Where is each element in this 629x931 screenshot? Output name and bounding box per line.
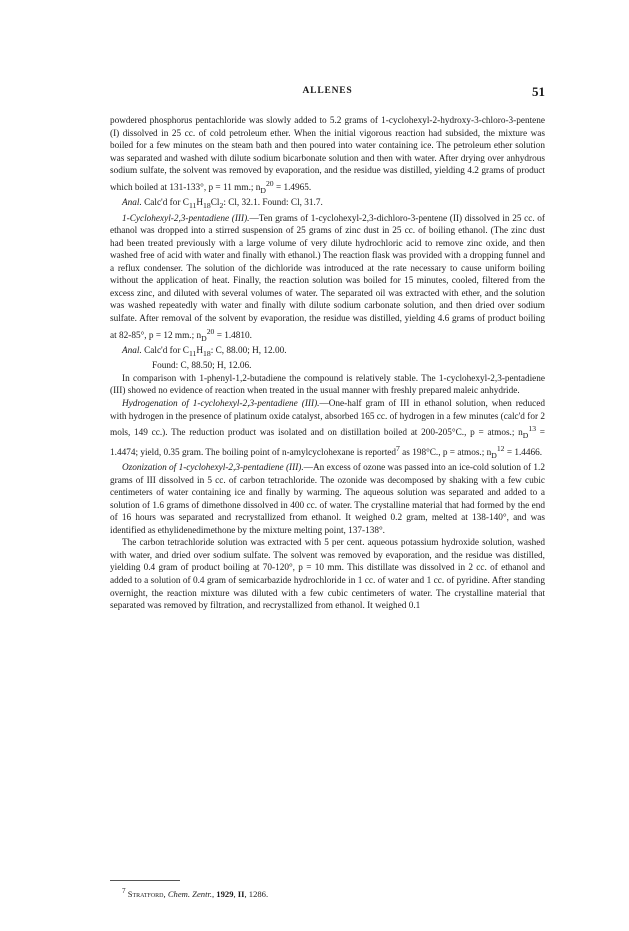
analysis-text: Calc'd for C — [141, 198, 189, 209]
page-number: 51 — [532, 84, 545, 99]
footnote: $^7$ Stratford, Chem. Zentr., 1929, II, 1286. — [122, 887, 269, 899]
analysis-text: : Cl, 32.1. Found: Cl, 31.7. — [223, 198, 323, 209]
analysis-line — [110, 197, 545, 212]
footnote-author: Stratford — [127, 888, 164, 899]
refractive-index-subscript: D — [522, 431, 529, 441]
analysis-text: Calc'd for C — [141, 345, 189, 356]
footnote-page: , 1286. — [244, 888, 269, 899]
section-run-in-title: 1-Cyclohexyl-2,3-pentadiene — [122, 213, 230, 224]
running-title: ALLENES — [302, 86, 353, 96]
formula-subscript: 2 — [219, 201, 224, 211]
running-head — [110, 86, 545, 104]
paragraph-continuation — [110, 115, 545, 197]
analysis-text: : C, 88.00; H, 12.00. — [210, 345, 287, 356]
body-text — [110, 115, 545, 613]
paragraph-text: = 1.4474; yield, 0.35 gram. The boiling point of n-amylcyclohexane is reported — [110, 428, 545, 458]
analysis-label: Anal. — [122, 345, 142, 356]
footnote-journal: Chem. Zentr. — [167, 888, 212, 899]
refractive-index-subscript: D — [491, 450, 497, 460]
paragraph-ozonization — [110, 462, 545, 537]
footnote-year: 1929 — [216, 888, 234, 899]
formula-subscript: 11 — [188, 348, 197, 358]
analysis-line — [110, 345, 545, 360]
paragraph-text: as 198°C., p = atmos.; n — [399, 447, 492, 458]
section-run-in-title: (III). — [229, 213, 250, 224]
formula-subscript: 11 — [188, 201, 197, 211]
paragraph-stability: In comparison with 1-phenyl-1,2-butadiene the compound is relatively stable. The 1-cyclohexyl-2,3-pentadiene (III) showed no evidence of reaction when treated in the usual manner with freshly prepared maleic anhydride. — [110, 373, 545, 397]
paragraph-text: = 1.4965. — [273, 182, 312, 193]
paragraph-pentadiene-synthesis — [110, 213, 545, 345]
paragraph-text: —An excess of ozone was passed into an ice-cold solution of 1.2 grams of III dissolved in 5 cc. of carbon tetrachloride. The ozonide was decomposed by shaking with a few cubic centimeters of water containing ice and finally by warming. The aqueous solution was separated and added to a solution of 1.6 grams of dimethone dissolved in 400 cc. of water. The crystalline material that had formed by the end of 16 hours was separated and recrystallized from ethanol. It weighed 0.2 gram, melted at 138-140°, and was identified as ethylidenedimethone by the mixture melting point, 137-138°. — [110, 463, 545, 536]
analysis-text: Cl — [210, 198, 220, 209]
analysis-text: H — [196, 345, 204, 356]
footnote-volume: II — [237, 888, 245, 899]
analysis-label: Anal. — [122, 198, 142, 209]
footnote-marker: 7 — [122, 887, 126, 895]
refractive-index-superscript: 13 — [528, 424, 537, 434]
paragraph-text: powdered phosphorus pentachloride was slowly added to 5.2 grams of 1-cyclohexyl-2-hydroxy-3-chloro-3-pentene (I) dissolved in 25 cc. of cold petroleum ether. When the initial vigorous reaction had subsided, the mixture was boiled for a few minutes on the steam bath and then poured into water containing ice. The petroleum ether solution was separated and washed with dilute sodium bicarbonate solution and then with water. After drying over anhydrous sodium sulfate, the solvent was removed by evaporation, and the residue was distilled, yielding 4.2 grams of product which boiled at 131-133°, p = 11 mm.; n — [110, 116, 545, 193]
formula-subscript: 18 — [203, 348, 211, 358]
refractive-index-subscript: D — [260, 185, 266, 195]
footnote-reference: 7 — [396, 443, 400, 453]
footnote-divider — [110, 880, 180, 881]
paragraph-text: —One-half gram of III in ethanol solution, when reduced with hydrogen in the presence of platinum oxide catalyst, absorbed 165 cc. of hydrogen in a few minutes (calc'd for 2 mols, 149 cc.). The reduction product was isolated and on distillation boiled at 200-205°C., p = atmos.; n — [110, 399, 545, 439]
section-run-in-title: Hydrogenation of 1-cyclohexyl-2,3-pentadiene (III). — [122, 399, 320, 410]
paragraph-text: = 1.4810. — [214, 330, 252, 341]
analysis-text: H — [196, 198, 204, 209]
found-line: Found: C, 88.50; H, 12.06. — [152, 361, 252, 372]
refractive-index-superscript: 20 — [206, 326, 215, 336]
paragraph-text: —Ten grams of 1-cyclohexyl-2,3-dichloro-3-pentene (II) dissolved in 25 cc. of ethanol was dropped into a stirred suspension of 25 grams of zinc dust in 25 cc. of boiling ethanol. (The zinc dust had been treated previously with a large volume of very dilute hydrochloric acid to remove zinc oxide, and then washed free of acid with water and finally with ethanol.) The reaction flask was provided with a dropping funnel and a reflux condenser. The solution of the dichloride was introduced at the rate necessary to cause uniform boiling without the application of heat. Finally, the reaction solution was boiled for 15 minutes, cooled, filtered from the excess zinc, and diluted with several volumes of water. The separated oil was extracted with ether, and the solution was washed repeatedly with water and finally with dilute sodium carbonate solution, and then dried over sodium sulfate. After removal of the solvent by evaporation, the residue was distilled, yielding 4.6 grams of product boiling at 82-85°, p = 12 mm.; n — [110, 213, 545, 341]
section-run-in-title: Ozonization of 1-cyclohexyl-2,3-pentadiene (III). — [122, 463, 304, 474]
refractive-index-superscript: 12 — [496, 443, 505, 453]
paragraph-carbon-tetrachloride: The carbon tetrachloride solution was extracted with 5 per cent. aqueous potassium hydroxide solution, washed with water, and dried over sodium sulfate. The solvent was removed by evaporation, and the residue was distilled, yielding 0.4 gram of product boiling at 70-120°, p = 10 mm. This distillate was dissolved in 2 cc. of ethanol and added to a solution of 0.4 gram of semicarbazide hydrochloride in 1 cc. of water and 1 cc. of pyridine. After standing overnight, the reaction mixture was diluted with a few cubic centimeters of water. The crystalline material that separated was removed by filtration, and recrystallized from ethanol. It weighed 0.1 — [110, 538, 545, 612]
refractive-index-superscript: 20 — [265, 178, 274, 188]
refractive-index-subscript: D — [201, 333, 207, 343]
formula-subscript: 18 — [203, 201, 211, 211]
paragraph-text: = 1.4466. — [504, 447, 543, 458]
paragraph-hydrogenation — [110, 398, 545, 462]
